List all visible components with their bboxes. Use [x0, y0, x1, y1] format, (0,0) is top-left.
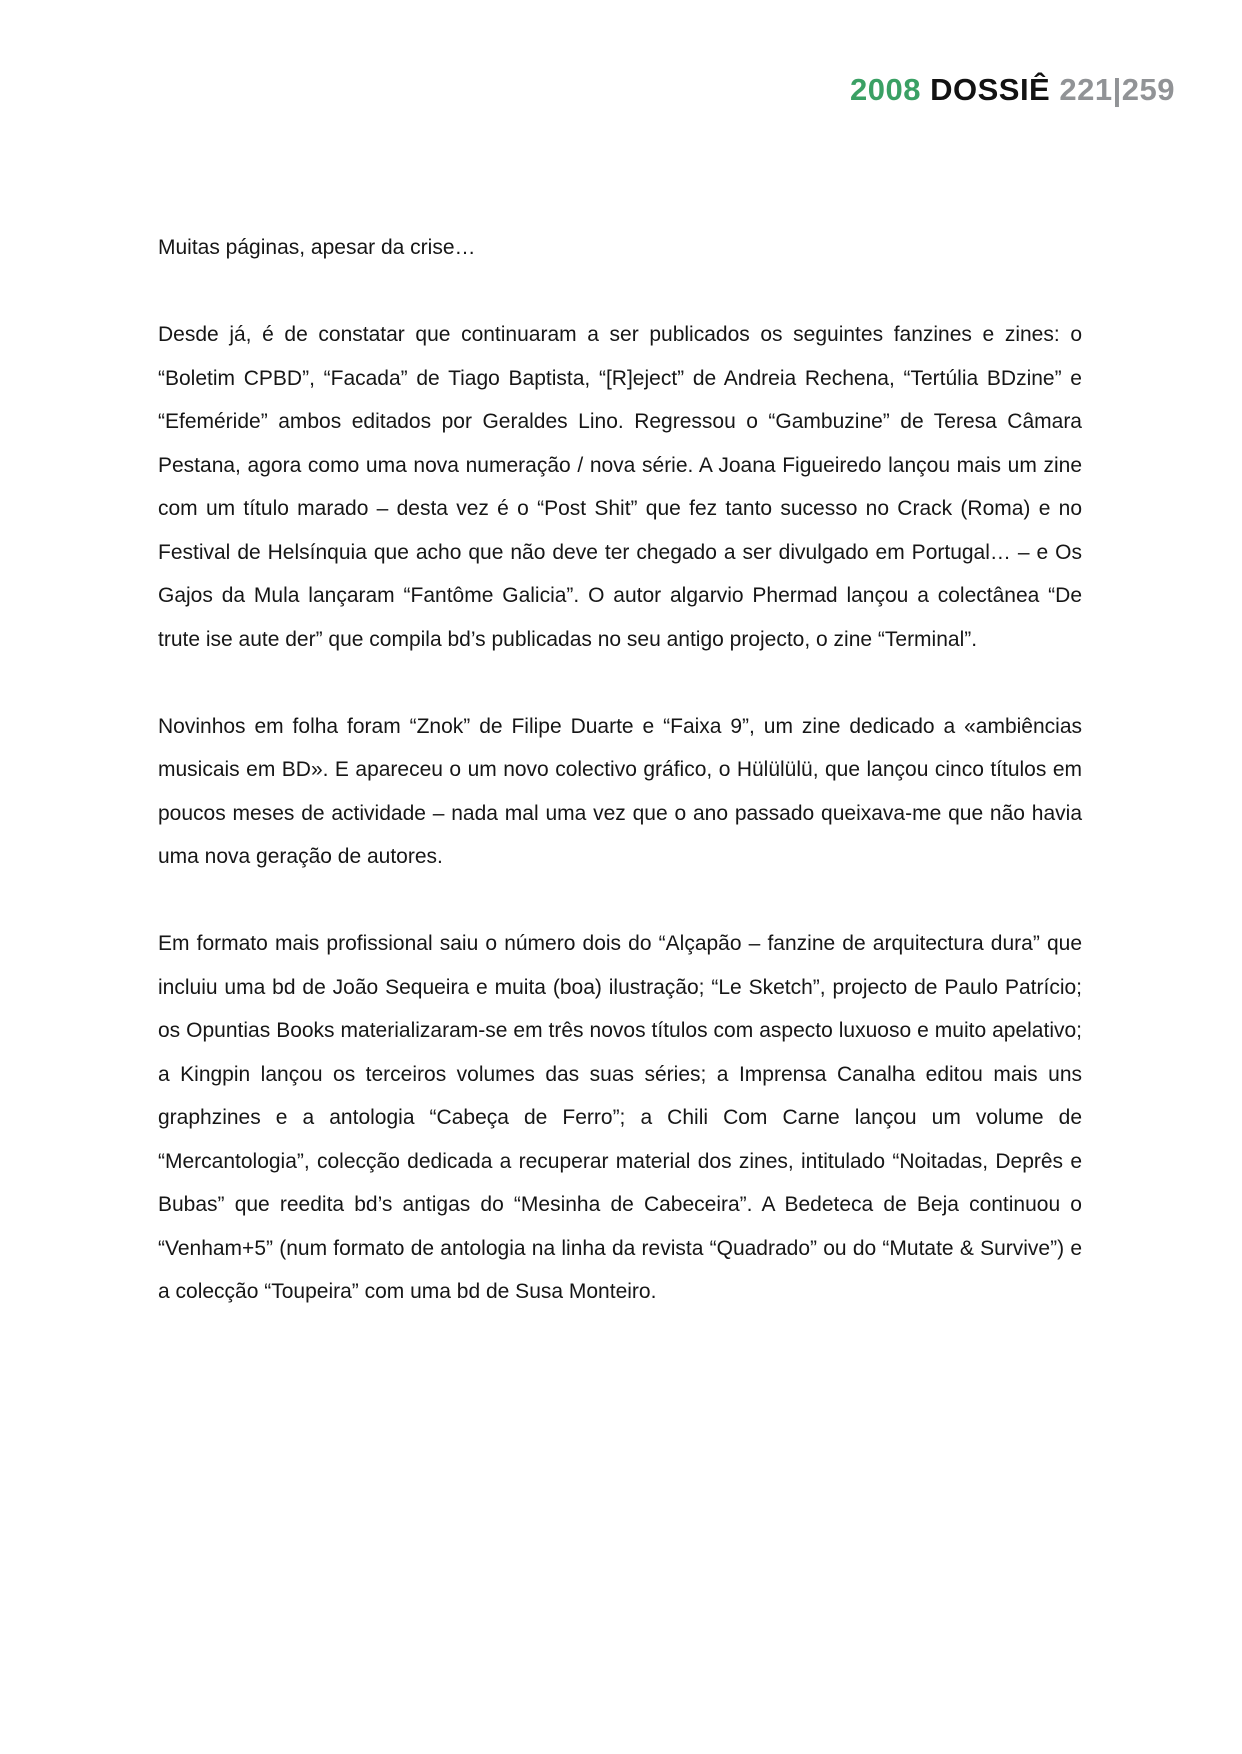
page-header	[850, 72, 1175, 108]
paragraph: Em formato mais profissional saiu o número dois do “Alçapão – fanzine de arquitectura dura” que incluiu uma bd de João Sequeira e muita (boa) ilustração; “Le Sketch”, projecto de Paulo Patrício; os Opuntias Books materializaram-se em três novos títulos com aspecto luxuoso e muito apelativo; a Kingpin lançou os terceiros volumes das suas séries; a Imprensa Canalha editou mais uns graphzines e a antologia “Cabeça de Ferro”; a Chili Com Carne lançou um volume de “Mercantologia”, colecção dedicada a recuperar material dos zines, intitulado “Noitadas, Deprês e Bubas” que reedita bd’s antigas do “Mesinha de Cabeceira”. A Bedeteca de Beja continuou o “Venham+5” (num formato de antologia na linha da revista “Quadrado” ou do “Mutate & Survive”) e a colecção “Toupeira” com uma bd de Susa Monteiro.	[158, 932, 1082, 1303]
header-page-range: 221|259	[1059, 72, 1175, 107]
document-body	[158, 226, 1082, 1357]
paragraph: Novinhos em folha foram “Znok” de Filipe Duarte e “Faixa 9”, um zine dedicado a «ambiências musicais em BD». E apareceu o um novo colectivo gráfico, o Hülülülü, que lançou cinco títulos em poucos meses de actividade – nada mal uma vez que o ano passado queixava-me que não havia uma nova geração de autores.	[158, 714, 1082, 868]
document-heading: Muitas páginas, apesar da crise…	[158, 236, 476, 259]
paragraphs	[158, 313, 1082, 1314]
paragraph: Desde já, é de constatar que continuaram a ser publicados os seguintes fanzines e zines: o “Boletim CPBD”, “Facada” de Tiago Baptista, “[R]eject” de Andreia Rechena, “Tertúlia BDzine” e “Efeméride” ambos editados por Geraldes Lino. Regressou o “Gambuzine” de Teresa Câmara Pestana, agora como uma nova numeração / nova série. A Joana Figueiredo lançou mais um zine com um título marado – desta vez é o “Post Shit” que fez tanto sucesso no Crack (Roma) e no Festival de Helsínquia que acho que não deve ter chegado a ser divulgado em Portugal… – e Os Gajos da Mula lançaram “Fantôme Galicia”. O autor algarvio Phermad lançou a colectânea “De trute ise aute der” que compila bd’s publicadas no seu antigo projecto, o zine “Terminal”.	[158, 323, 1082, 651]
header-year: 2008	[850, 72, 921, 107]
header-section-title: DOSSIÊ	[930, 72, 1051, 107]
